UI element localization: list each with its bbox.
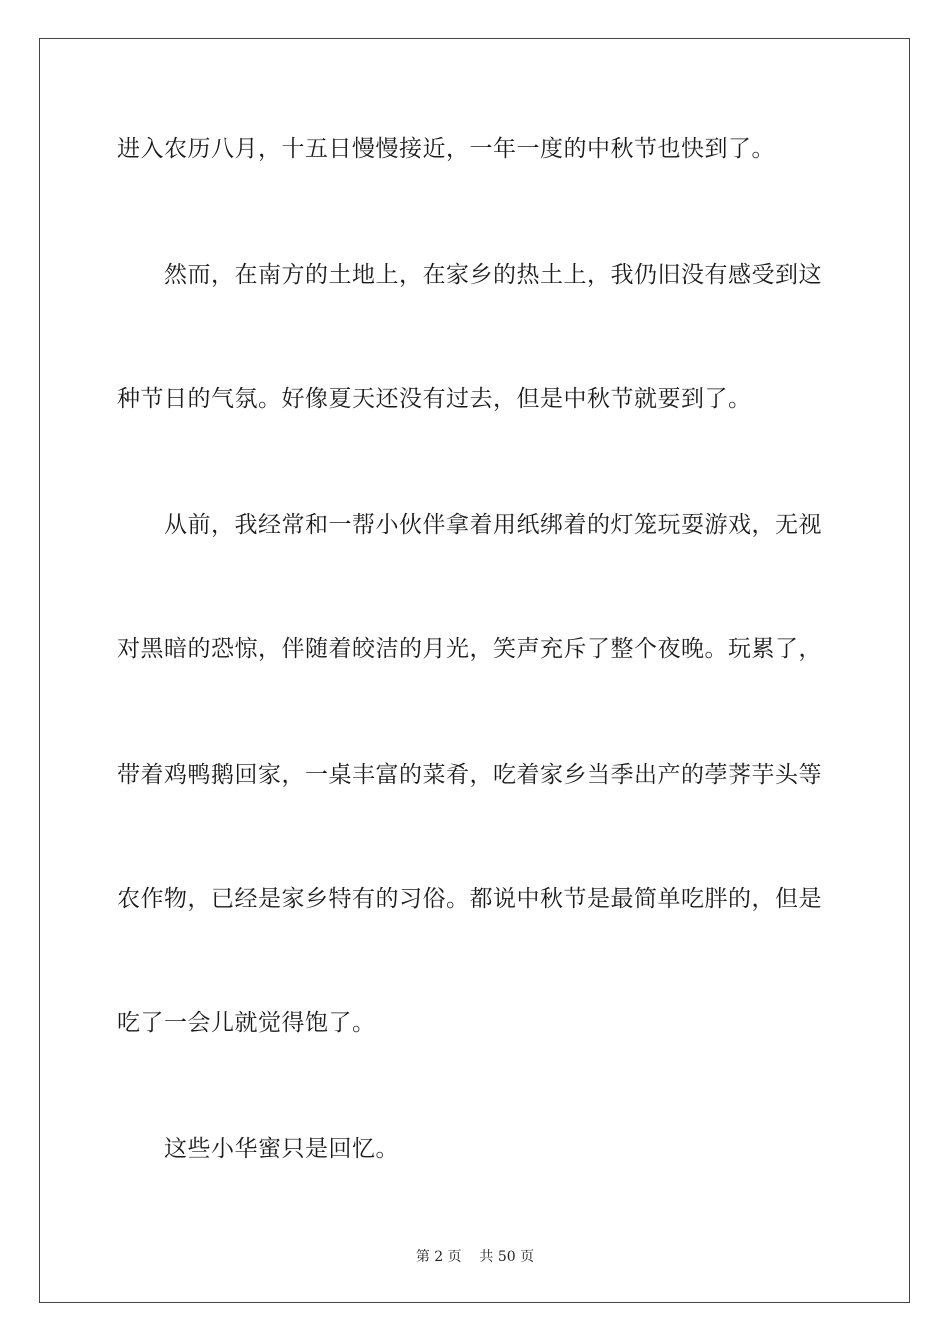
text-line: 然而，在南方的土地上，在家乡的热土上，我仍旧没有感受到这 <box>164 262 822 288</box>
text-line: 种节日的气氛。好像夏天还没有过去，但是中秋节就要到了。 <box>117 386 752 412</box>
text-line: 农作物，已经是家乡特有的习俗。都说中秋节是最简单吃胖的，但是 <box>117 886 822 912</box>
text-line: 进入农历八月，十五日慢慢接近，一年一度的中秋节也快到了。 <box>117 136 775 162</box>
page-frame <box>39 38 910 1303</box>
text-line: 对黑暗的恐惊，伴随着皎洁的月光，笑声充斥了整个夜晚。玩累了， <box>117 636 822 662</box>
text-line: 带着鸡鸭鹅回家，一桌丰富的菜肴，吃着家乡当季出产的荸荠芋头等 <box>117 762 822 788</box>
page-number: 第 2 页 共 50 页 <box>415 1249 535 1265</box>
text-line: 这些小华蜜只是回忆。 <box>164 1136 399 1162</box>
text-line: 从前，我经常和一帮小伙伴拿着用纸绑着的灯笼玩耍游戏，无视 <box>164 512 822 538</box>
text-line: 吃了一会儿就觉得饱了。 <box>117 1010 376 1036</box>
